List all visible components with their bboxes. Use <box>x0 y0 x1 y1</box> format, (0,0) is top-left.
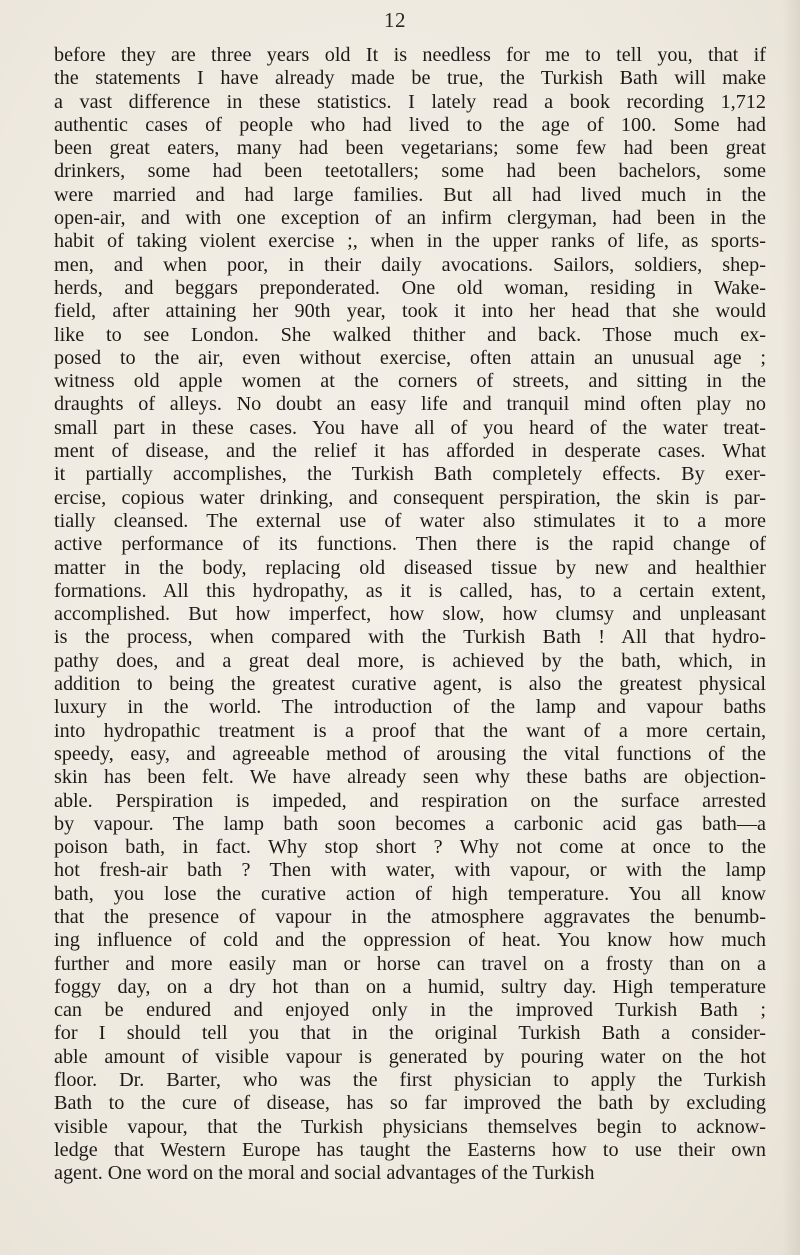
text-line: poison bath, in fact. Why stop short ? Why not come at once to the <box>54 836 766 859</box>
text-line: ing influence of cold and the oppression of heat. You know how much <box>54 929 766 952</box>
text-line: habit of taking violent exercise ;, when in the upper ranks of life, as sports- <box>54 230 766 253</box>
text-line: matter in the body, replacing old diseased tissue by new and healthier <box>54 556 766 579</box>
text-line: the statements I have already made be true, the Turkish Bath will make <box>54 67 766 90</box>
text-line: able. Perspiration is impeded, and respiration on the surface arrested <box>54 789 766 812</box>
text-line: Bath to the cure of disease, has so far improved the bath by excluding <box>54 1092 766 1115</box>
text-line: addition to being the greatest curative agent, is also the greatest physical <box>54 673 766 696</box>
text-line: witness old apple women at the corners of streets, and sitting in the <box>54 370 766 393</box>
text-line: further and more easily man or horse can travel on a frosty than on a <box>54 952 766 975</box>
text-line: authentic cases of people who had lived to the age of 100. Some had <box>54 113 766 136</box>
text-line: foggy day, on a dry hot than on a humid, sultry day. High temperature <box>54 975 766 998</box>
text-line: visible vapour, that the Turkish physicians themselves begin to acknow- <box>54 1115 766 1138</box>
page-edge-shadow <box>782 0 800 1255</box>
text-line: bath, you lose the curative action of high temperature. You all know <box>54 882 766 905</box>
text-line: hot fresh-air bath ? Then with water, with vapour, or with the lamp <box>54 859 766 882</box>
text-line: small part in these cases. You have all of you heard of the water treat- <box>54 416 766 439</box>
text-line: men, and when poor, in their daily avocations. Sailors, soldiers, shep- <box>54 253 766 276</box>
text-line: pathy does, and a great deal more, is achieved by the bath, which, in <box>54 649 766 672</box>
text-line: ledge that Western Europe has taught the Easterns how to use their own <box>54 1138 766 1161</box>
text-line: by vapour. The lamp bath soon becomes a carbonic acid gas bath—a <box>54 812 766 835</box>
text-line: ercise, copious water drinking, and consequent perspiration, the skin is par- <box>54 486 766 509</box>
text-line: into hydropathic treatment is a proof that the want of a more certain, <box>54 719 766 742</box>
text-line: is the process, when compared with the Turkish Bath ! All that hydro- <box>54 626 766 649</box>
text-line: before they are three years old It is needless for me to tell you, that if <box>54 44 766 66</box>
text-line: can be endured and enjoyed only in the improved Turkish Bath ; <box>54 999 766 1022</box>
text-line: drinkers, some had been teetotallers; some had been bachelors, some <box>54 160 766 183</box>
text-line: like to see London. She walked thither and back. Those much ex- <box>54 323 766 346</box>
text-line: field, after attaining her 90th year, took it into her head that she would <box>54 300 766 323</box>
text-line: a vast difference in these statistics. I lately read a book recording 1,712 <box>54 90 766 113</box>
text-line: herds, and beggars preponderated. One old woman, residing in Wake- <box>54 276 766 299</box>
text-line: luxury in the world. The introduction of the lamp and vapour baths <box>54 696 766 719</box>
text-line: that the presence of vapour in the atmosphere aggravates the benumb- <box>54 905 766 928</box>
text-line: floor. Dr. Barter, who was the first physician to apply the Turkish <box>54 1069 766 1092</box>
text-line: posed to the air, even without exercise, often attain an unusual age ; <box>54 346 766 369</box>
text-line: open-air, and with one exception of an infirm clergyman, had been in the <box>54 207 766 230</box>
text-line: active performance of its functions. Then there is the rapid change of <box>54 533 766 556</box>
text-line: it partially accomplishes, the Turkish Bath completely effects. By exer- <box>54 463 766 486</box>
page-number: 12 <box>384 8 406 32</box>
text-line: formations. All this hydropathy, as it is called, has, to a certain extent, <box>54 579 766 602</box>
text-line: accomplished. But how imperfect, how slow, how clumsy and unpleasant <box>54 603 766 626</box>
text-line: skin has been felt. We have already seen why these baths are objection- <box>54 766 766 789</box>
text-line: been great eaters, many had been vegetarians; some few had been great <box>54 137 766 160</box>
text-line: agent. One word on the moral and social advantages of the Turkish <box>54 1162 595 1185</box>
text-line: ment of disease, and the relief it has afforded in desperate cases. What <box>54 440 766 463</box>
text-line: tially cleansed. The external use of water also stimulates it to a more <box>54 509 766 532</box>
body-text <box>54 44 766 1186</box>
text-line: speedy, easy, and agreeable method of arousing the vital functions of the <box>54 742 766 765</box>
text-line: for I should tell you that in the original Turkish Bath a consider- <box>54 1022 766 1045</box>
text-line: were married and had large families. But all had lived much in the <box>54 183 766 206</box>
text-line: able amount of visible vapour is generated by pouring water on the hot <box>54 1045 766 1068</box>
text-line: draughts of alleys. No doubt an easy life and tranquil mind often play no <box>54 393 766 416</box>
